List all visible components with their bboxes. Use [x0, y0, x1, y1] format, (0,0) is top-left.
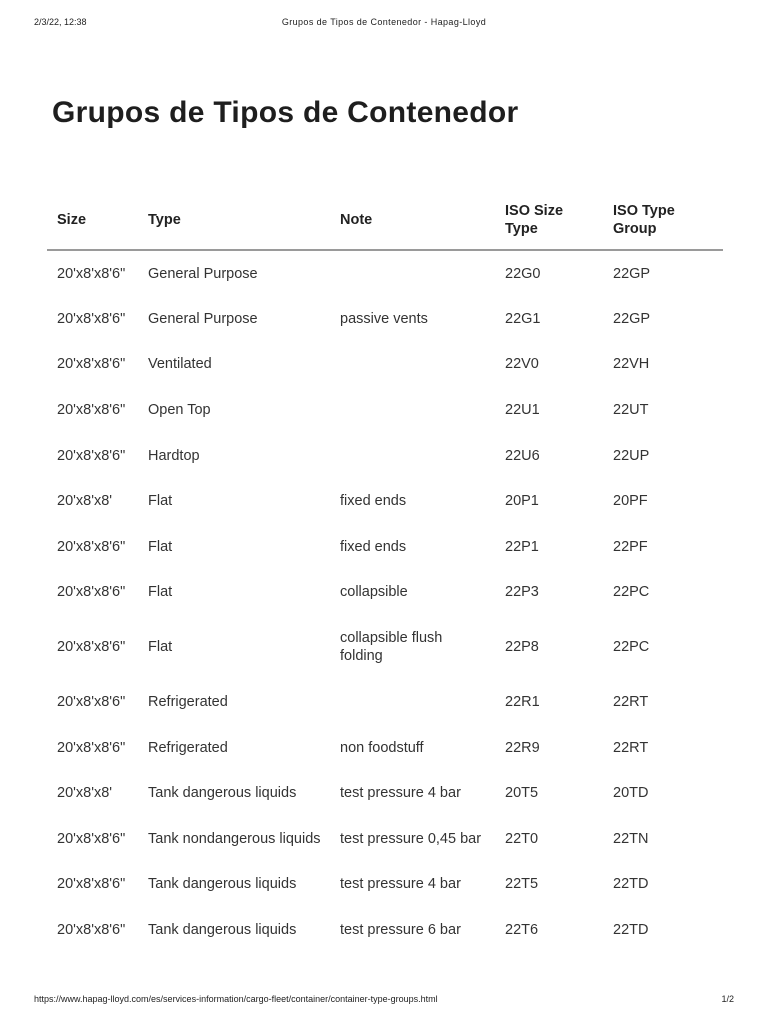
table-row	[47, 816, 723, 862]
cell-iso-type-group: 22UP	[613, 447, 650, 464]
cell-iso-type-group: 22TN	[613, 830, 649, 847]
cell-size: 20'x8'x8'6"	[57, 310, 126, 327]
cell-iso-type-group: 22TD	[613, 876, 649, 893]
header-line: ISO Type	[613, 202, 675, 219]
cell-iso-type-group: 22UT	[613, 401, 649, 418]
cell-type: Open Top	[148, 401, 211, 418]
table-row	[47, 478, 723, 524]
column-header-type: Type	[138, 190, 330, 250]
cell-note: test pressure 6 bar	[340, 921, 461, 938]
cell-type: Tank dangerous liquids	[148, 785, 297, 802]
cell-size: 20'x8'x8'6"	[57, 538, 126, 555]
table-row	[47, 342, 723, 388]
cell-size: 20'x8'x8'6"	[57, 265, 126, 282]
cell-size: 20'x8'x8'6"	[57, 739, 126, 756]
page-number: 1/2	[721, 994, 734, 1004]
page-title: Grupos de Tipos de Contenedor	[52, 96, 519, 129]
cell-note: collapsible	[340, 584, 408, 601]
cell-type: Flat	[148, 584, 173, 601]
cell-iso-type-group: 22RT	[613, 693, 649, 710]
table-row	[47, 725, 723, 771]
column-header-iso-type-group	[603, 190, 723, 250]
print-footer	[34, 994, 734, 1006]
cell-iso-size-type: 22P1	[505, 538, 539, 555]
cell-note	[330, 387, 495, 433]
column-header-size: Size	[47, 190, 138, 250]
cell-iso-size-type: 22P3	[505, 584, 539, 601]
cell-iso-size-type: 22T5	[505, 876, 539, 893]
cell-size: 20'x8'x8'6"	[57, 830, 126, 847]
cell-iso-size-type: 22G0	[505, 265, 541, 282]
table-row	[47, 433, 723, 479]
print-document-title: Grupos de Tipos de Contenedor - Hapag-Lloyd	[281, 17, 487, 27]
cell-type: Tank dangerous liquids	[148, 921, 297, 938]
cell-iso-size-type: 20T5	[505, 785, 539, 802]
cell-note: test pressure 4 bar	[340, 876, 461, 893]
cell-type: Ventilated	[148, 356, 212, 373]
table-row	[47, 907, 723, 953]
cell-size: 20'x8'x8'6"	[57, 584, 126, 601]
cell-note: non foodstuff	[340, 739, 424, 756]
cell-note	[330, 342, 495, 388]
header-line: ISO Size	[505, 202, 564, 219]
table-row	[47, 524, 723, 570]
cell-note	[330, 433, 495, 479]
cell-size: 20'x8'x8'	[57, 785, 113, 802]
cell-iso-type-group: 22PC	[613, 584, 650, 601]
cell-note: fixed ends	[340, 493, 407, 510]
cell-iso-type-group: 20PF	[613, 493, 648, 510]
cell-type: General Purpose	[148, 265, 258, 282]
cell-iso-type-group: 20TD	[613, 785, 649, 802]
cell-iso-size-type: 22R9	[505, 739, 540, 756]
cell-type: Tank dangerous liquids	[148, 876, 297, 893]
table-row	[47, 250, 723, 296]
note-line: collapsible flush	[340, 630, 443, 647]
cell-iso-type-group: 22PC	[613, 639, 650, 656]
cell-iso-type-group: 22GP	[613, 310, 651, 327]
container-type-table	[47, 190, 723, 953]
cell-type: Refrigerated	[148, 739, 228, 756]
cell-note: test pressure 0,45 bar	[340, 830, 482, 847]
table-header-row	[47, 190, 723, 250]
cell-size: 20'x8'x8'6"	[57, 921, 126, 938]
cell-type: General Purpose	[148, 310, 258, 327]
cell-size: 20'x8'x8'	[57, 493, 113, 510]
table-row	[47, 770, 723, 816]
cell-iso-type-group: 22GP	[613, 265, 651, 282]
cell-iso-size-type: 22T6	[505, 921, 539, 938]
column-header-note: Note	[330, 190, 495, 250]
print-date: 2/3/22, 12:38	[34, 17, 87, 27]
table-row	[47, 679, 723, 725]
print-header	[34, 17, 734, 31]
cell-type: Refrigerated	[148, 693, 228, 710]
cell-type: Tank nondangerous liquids	[148, 830, 321, 847]
page-url: https://www.hapag-lloyd.com/es/services-information/cargo-fleet/container/container-type-groups.html	[34, 994, 438, 1004]
cell-note: passive vents	[340, 310, 428, 327]
cell-note	[330, 615, 495, 679]
cell-type: Flat	[148, 639, 173, 656]
cell-iso-size-type: 22R1	[505, 693, 540, 710]
column-header-iso-size-type	[495, 190, 603, 250]
cell-note: test pressure 4 bar	[340, 785, 461, 802]
cell-iso-size-type: 22P8	[505, 639, 539, 656]
cell-iso-type-group: 22PF	[613, 538, 648, 555]
cell-size: 20'x8'x8'6"	[57, 447, 126, 464]
cell-note	[330, 679, 495, 725]
header-line: Group	[613, 220, 657, 237]
cell-size: 20'x8'x8'6"	[57, 401, 126, 418]
cell-iso-size-type: 22V0	[505, 356, 539, 373]
cell-type: Hardtop	[148, 447, 200, 464]
cell-size: 20'x8'x8'6"	[57, 876, 126, 893]
table-row	[47, 615, 723, 679]
cell-iso-type-group: 22TD	[613, 921, 649, 938]
cell-iso-size-type: 22G1	[505, 310, 541, 327]
cell-note: fixed ends	[340, 538, 407, 555]
cell-type: Flat	[148, 538, 173, 555]
cell-iso-size-type: 20P1	[505, 493, 539, 510]
cell-size: 20'x8'x8'6"	[57, 639, 126, 656]
cell-size: 20'x8'x8'6"	[57, 693, 126, 710]
cell-size: 20'x8'x8'6"	[57, 356, 126, 373]
cell-type: Flat	[148, 493, 173, 510]
cell-iso-size-type: 22T0	[505, 830, 539, 847]
table-row	[47, 296, 723, 342]
cell-iso-type-group: 22VH	[613, 356, 650, 373]
note-line: folding	[340, 648, 383, 665]
cell-iso-size-type: 22U6	[505, 447, 540, 464]
table-row	[47, 570, 723, 616]
header-line: Type	[505, 220, 538, 237]
cell-iso-size-type: 22U1	[505, 401, 540, 418]
table-row	[47, 862, 723, 908]
table-row	[47, 387, 723, 433]
cell-note	[330, 250, 495, 296]
cell-iso-type-group: 22RT	[613, 739, 649, 756]
